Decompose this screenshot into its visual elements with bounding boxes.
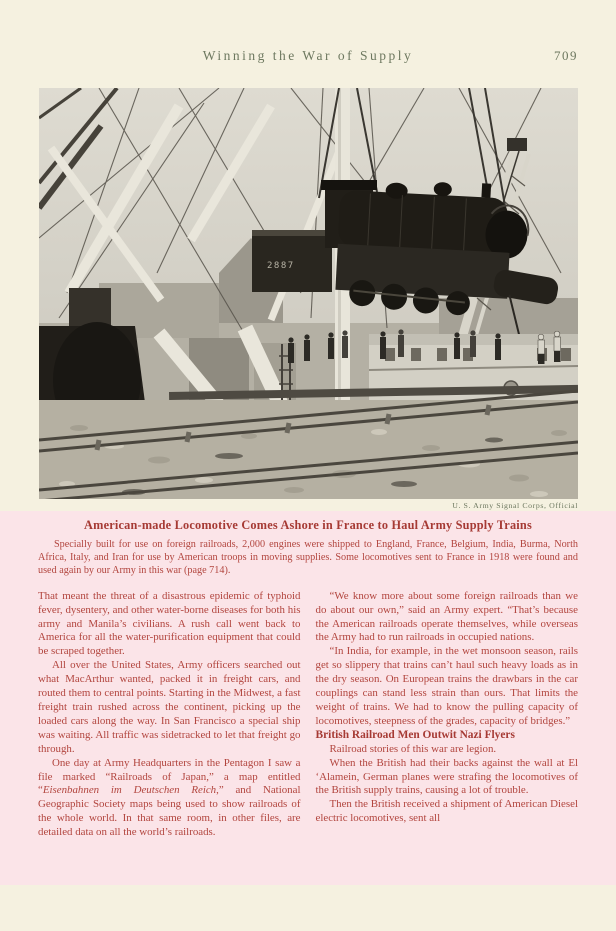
caption-text: Specially built for use on foreign railroads, 2,000 engines were shipped to England, France, Belgium, India, Burma, North Africa, Italy, and Iran for use by American troops in moving supplies. Some locomotives sent to France in 1918 were found and used again by our Army in this war (page 714). <box>38 539 578 576</box>
section-subheading: British Railroad Men Outwit Nazi Flyers <box>315 728 515 741</box>
right-column <box>316 590 579 840</box>
photo-foreground <box>39 385 578 499</box>
paragraph: That meant the threat of a disastrous epidemic of typhoid fever, dysentery, and other water-borne diseases for both his army and Manila’s civilians. A rush call went back to America for all the water-purification equipment that could be scraped together. <box>38 589 301 658</box>
dock-photo <box>39 88 578 499</box>
caption-title: American-made Locomotive Comes Ashore in France to Haul Army Supply Trains <box>84 518 532 532</box>
dock-photo-illustration <box>39 88 578 499</box>
page-number: 709 <box>554 48 578 63</box>
paragraph: One day at Army Headquarters in the Pentagon I saw a file marked “Railroads of Japan,” a map entitled “Eisenbahnen im Deutschen Reich,” and National Geographic Society maps being used to show railroads of the whole world. In that same room, in other files, are detailed data on all the world’s railroads. <box>38 756 301 839</box>
left-column <box>38 590 301 840</box>
paragraph: When the British had their backs against the wall at El ‘Alamein, German planes were strafing the locomotives of the British supply trains, causing a lot of trouble. <box>315 756 578 797</box>
paragraph: All over the United States, Army officers searched out what MacArthur wanted, packed it in freight cars, and routed them to central points. Starting in the Midwest, a fast freight train rushed across the continent, picking up the loaded cars along the way. In San Francisco a special ship was waiting. All traffic was sidetracked to let that freight go through. <box>38 659 301 755</box>
caption-and-text-panel <box>0 511 616 885</box>
paragraph: “We know more about some foreign railroads than we do about our own,” said an Army expert. “That’s because the American railroads operate themselves, while overseas the Army had to run railroads in occupied nations. <box>315 589 578 644</box>
paragraph: Railroad stories of this war are legion. <box>329 742 497 755</box>
locomotive-boiler <box>338 190 509 255</box>
locomotive-number-label: 2887 <box>267 261 295 271</box>
body-columns <box>38 590 578 840</box>
running-header-title: Winning the War of Supply <box>202 48 414 63</box>
paragraph: “In India, for example, in the wet monsoon season, rails get so slippery that trains can’t haul such heavy loads as in the dry season. On European trains the drawbars in the car couplings can stand less strain than ours. That limits the weight of trains. We had to know the pulling capacity of locomotives, steepness of the grades, capacity of bridges.” <box>315 645 578 727</box>
photo-credit: U. S. Army Signal Corps, Official <box>452 501 578 510</box>
paragraph: Then the British received a shipment of American Diesel electric locomotives, sent all <box>315 798 578 825</box>
